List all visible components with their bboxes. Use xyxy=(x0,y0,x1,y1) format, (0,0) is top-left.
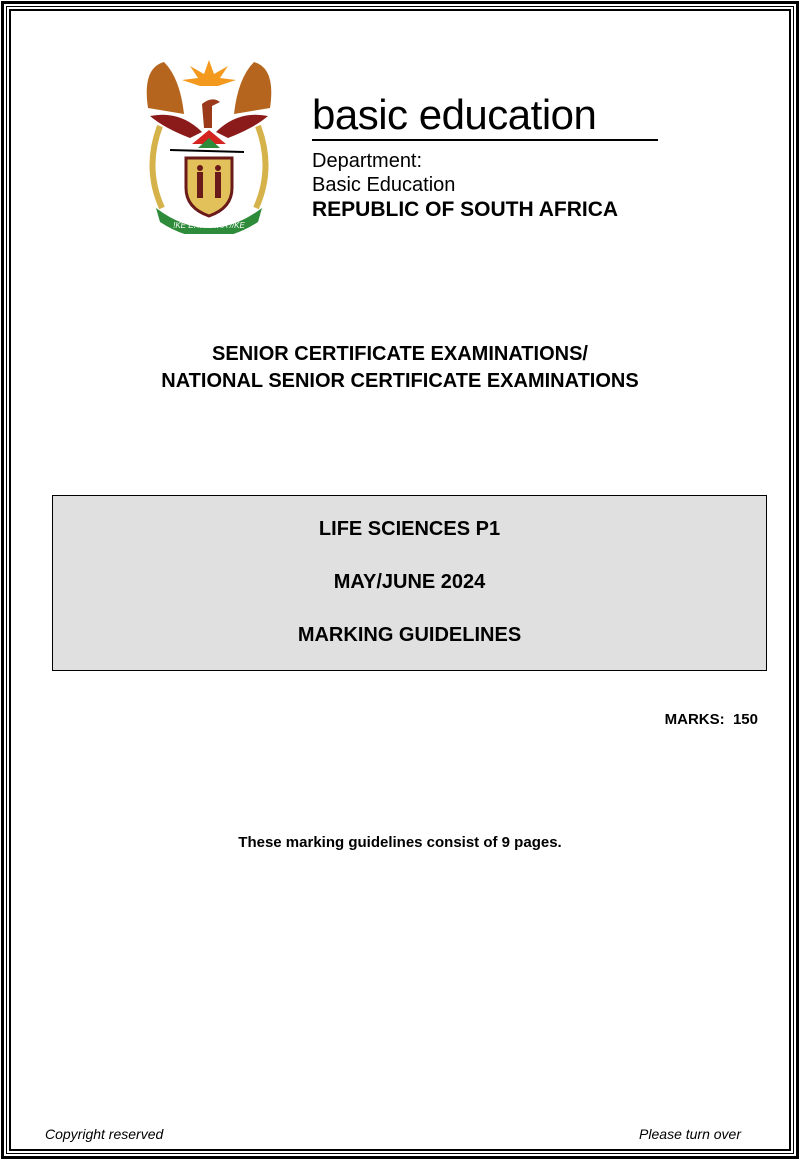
department-name xyxy=(312,149,455,197)
page-count-note: These marking guidelines consist of 9 pages. xyxy=(238,834,562,851)
department-label: Department: xyxy=(312,150,423,172)
subject-title: LIFE SCIENCES P1 xyxy=(318,518,501,540)
exam-session: MAY/JUNE 2024 xyxy=(333,571,486,593)
coat-of-arms-logo xyxy=(140,58,278,234)
coat-of-arms-motto: !KE E: /XARRA //KE xyxy=(173,221,245,230)
exam-title xyxy=(0,341,800,395)
country-name: REPUBLIC OF SOUTH AFRICA xyxy=(312,198,619,221)
document-type: MARKING GUIDELINES xyxy=(297,624,522,646)
footer-turn-over: Please turn over xyxy=(639,1126,741,1142)
footer-copyright: Copyright reserved xyxy=(45,1126,164,1142)
subject-box xyxy=(52,495,767,671)
brand-name: basic education xyxy=(312,91,597,138)
exam-title-line-1: SENIOR CERTIFICATE EXAMINATIONS/ xyxy=(212,343,588,365)
department-value: Basic Education xyxy=(312,174,456,196)
total-marks: MARKS: 150 xyxy=(664,711,758,728)
exam-title-line-2: NATIONAL SENIOR CERTIFICATE EXAMINATIONS xyxy=(161,370,639,392)
brand-underline xyxy=(312,139,658,141)
